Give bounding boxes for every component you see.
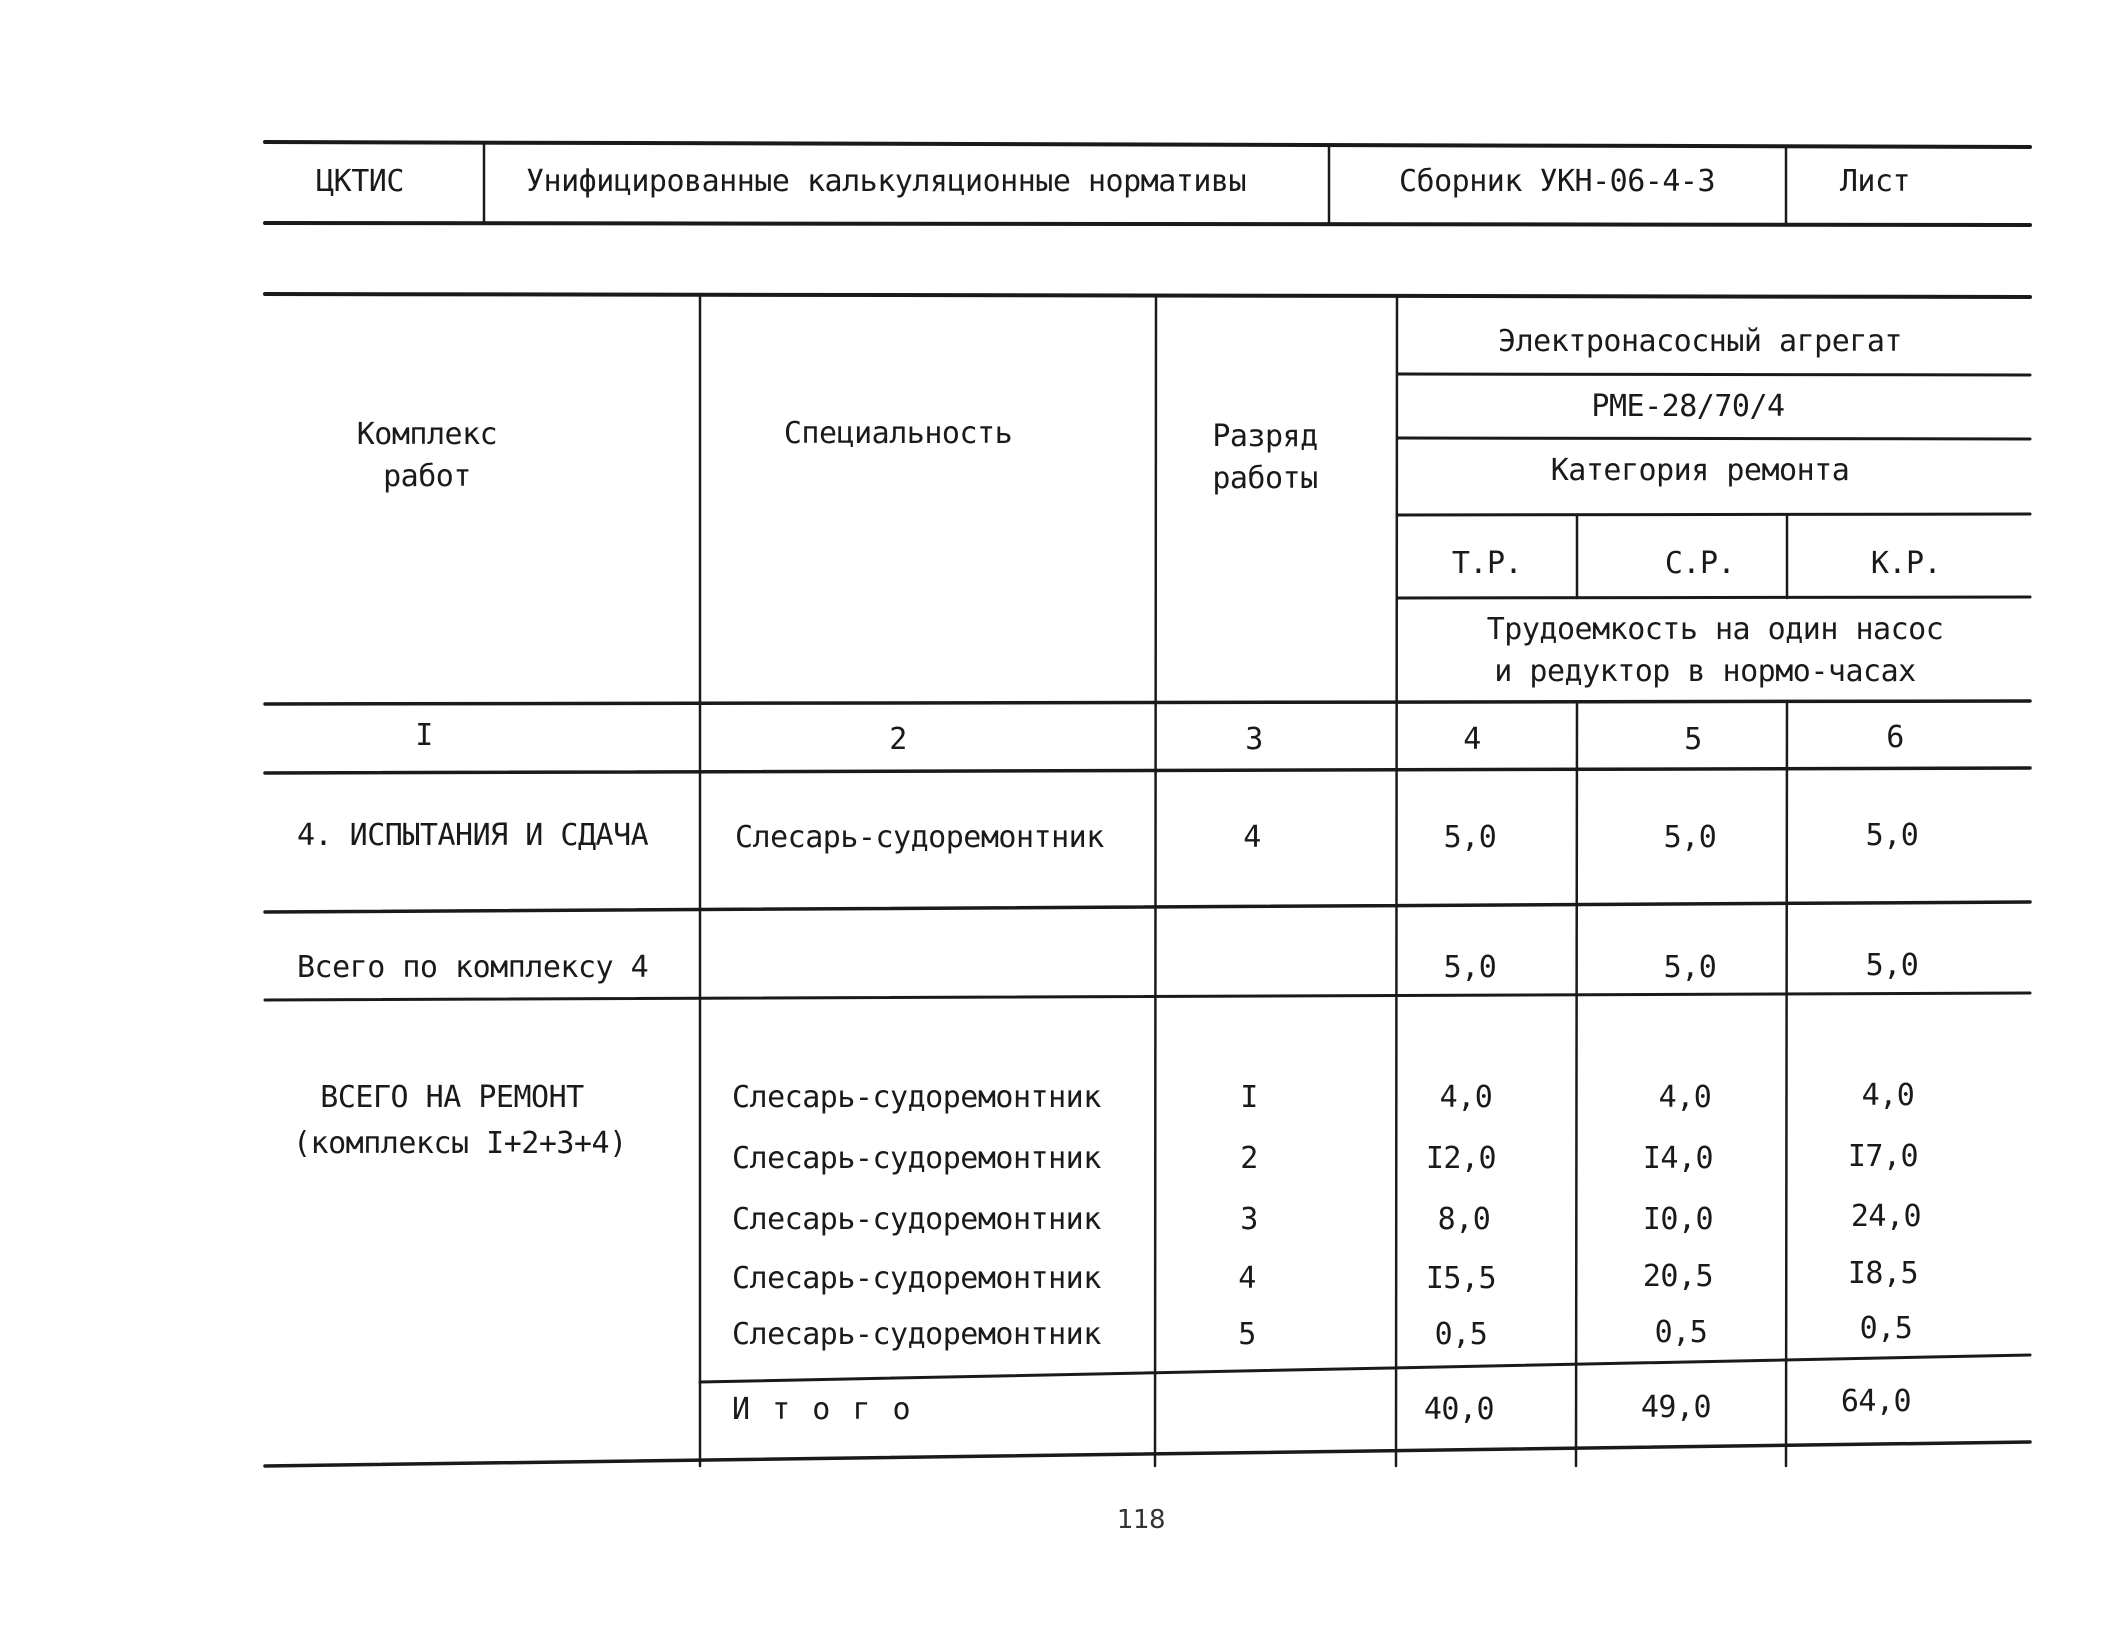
total4-label: Всего по комплексу 4	[297, 950, 649, 985]
grand-row-sr: 4,0	[1658, 1080, 1712, 1115]
header-sheet: Лист	[1839, 164, 1911, 199]
unit-title: Электронасосный агрегат	[1498, 324, 1902, 359]
grand-row-tr: I2,0	[1425, 1141, 1497, 1176]
grand-row-sr: I4,0	[1642, 1141, 1714, 1176]
grand-row-specialty: Слесарь-судоремонтник	[732, 1261, 1101, 1296]
grand-row-grade: 4	[1238, 1261, 1256, 1296]
page-number: 118	[1116, 1505, 1166, 1535]
unit-model: РМЕ-28/70/4	[1591, 389, 1785, 424]
grand-row-kr: 0,5	[1859, 1311, 1913, 1346]
grand-total-tr: 40,0	[1423, 1392, 1495, 1427]
category-sr: С.Р.	[1664, 546, 1736, 581]
grand-row-grade: 2	[1240, 1141, 1258, 1176]
grand-row-grade: 3	[1240, 1202, 1258, 1237]
section4-grade: 4	[1243, 820, 1261, 855]
grand-row-tr: I5,5	[1425, 1261, 1497, 1296]
grand-row-tr: 4,0	[1439, 1080, 1493, 1115]
grand-label-line2: (комплексы I+2+3+4)	[293, 1126, 627, 1161]
grand-row-sr: 20,5	[1642, 1259, 1714, 1294]
labor-unit-line2: и редуктор в нормо-часах	[1494, 654, 1916, 689]
grand-row-sr: 0,5	[1654, 1315, 1708, 1350]
header-collection: Сборник УКН-06-4-3	[1398, 164, 1716, 199]
section4-name: 4. ИСПЫТАНИЯ И СДАЧА	[297, 818, 649, 853]
grand-label-line1: ВСЕГО НА РЕМОНТ	[320, 1080, 584, 1115]
grand-row-kr: 24,0	[1850, 1199, 1922, 1234]
grand-row-specialty: Слесарь-судоремонтник	[732, 1317, 1101, 1352]
section4-tr: 5,0	[1443, 820, 1497, 855]
section4-specialty: Слесарь-судоремонтник	[735, 820, 1104, 855]
labor-unit-line1: Трудоемкость на один насос	[1486, 612, 1944, 647]
col-header-specialty: Специальность	[783, 416, 1013, 451]
section4-kr: 5,0	[1865, 818, 1919, 853]
grand-row-grade: 5	[1238, 1317, 1256, 1352]
grand-row-specialty: Слесарь-судоремонтник	[732, 1141, 1101, 1176]
col-number-3: 3	[1245, 722, 1263, 757]
col-number-4: 4	[1463, 722, 1481, 757]
grand-row-specialty: Слесарь-судоремонтник	[732, 1202, 1101, 1237]
grand-row-grade: I	[1240, 1080, 1258, 1115]
col-header-complex: Комплекс работ	[356, 417, 498, 494]
grand-total-kr: 64,0	[1840, 1384, 1912, 1419]
total4-sr: 5,0	[1663, 950, 1717, 985]
grand-total-label: И т о г о	[732, 1392, 913, 1427]
header-org: ЦКТИС	[316, 164, 404, 199]
grand-row-kr: I7,0	[1847, 1139, 1919, 1174]
grand-row-specialty: Слесарь-судоремонтник	[732, 1080, 1101, 1115]
grand-total-sr: 49,0	[1640, 1390, 1712, 1425]
header-title: Унифицированные калькуляционные нормативы	[525, 164, 1247, 199]
grand-row-kr: I8,5	[1847, 1256, 1919, 1291]
col-number-2: 2	[889, 722, 907, 757]
col-number-6: 6	[1886, 720, 1904, 755]
grand-row-kr: 4,0	[1861, 1078, 1915, 1113]
col-header-grade: Разряд работы	[1212, 419, 1318, 496]
category-kr: К.Р.	[1870, 546, 1942, 581]
section4-sr: 5,0	[1663, 820, 1717, 855]
grand-row-tr: 8,0	[1437, 1202, 1491, 1237]
grand-row-sr: I0,0	[1642, 1202, 1714, 1237]
category-tr: Т.Р.	[1451, 546, 1523, 581]
total4-tr: 5,0	[1443, 950, 1497, 985]
col-number-5: 5	[1684, 722, 1702, 757]
col-number-1: I	[415, 718, 433, 753]
repair-category: Категория ремонта	[1550, 453, 1850, 488]
total4-kr: 5,0	[1865, 948, 1919, 983]
grand-row-tr: 0,5	[1434, 1317, 1488, 1352]
